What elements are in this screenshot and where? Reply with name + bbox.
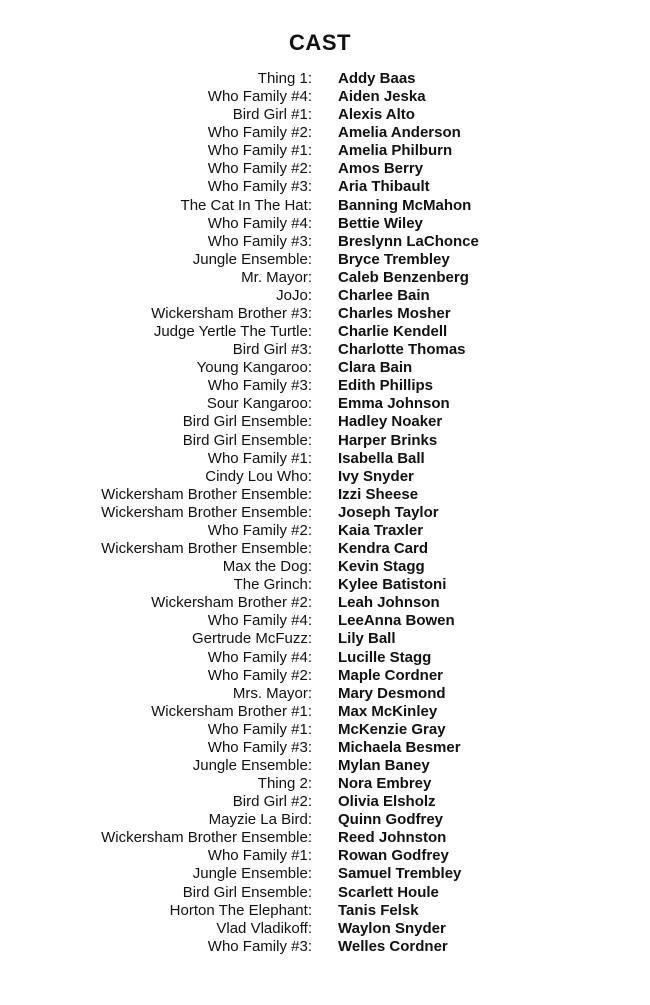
actor-name: Emma Johnson [338,395,450,413]
cast-row [0,594,650,612]
role-label: Bird Girl Ensemble: [182,431,312,449]
role-label: Who Family #3: [207,738,312,756]
role-label: Who Family #1: [207,449,312,467]
actor-name: Breslynn LaChonce [338,232,479,250]
cast-row [0,395,650,413]
actor-name: Aiden Jeska [338,88,426,106]
role-label: Wickersham Brother Ensemble: [101,540,312,558]
cast-row [0,413,650,431]
cast-row [0,865,650,883]
actor-name: Leah Johnson [338,594,440,612]
actor-name: Aria Thibault [338,178,430,196]
cast-row [0,829,650,847]
cast-row [0,450,650,468]
role-label: Wickersham Brother #1: [151,702,312,720]
actor-name: Amelia Philburn [338,142,453,160]
actor-name: Amelia Anderson [338,124,461,142]
role-label: Wickersham Brother #3: [151,305,312,323]
cast-row [0,124,650,142]
actor-name: Addy Baas [338,70,416,87]
role-label: Gertrude McFuzz: [191,630,312,648]
role-label: Vlad Vladikoff: [216,919,312,937]
cast-row [0,884,650,902]
actor-name: Lucille Stagg [338,648,432,666]
actor-name: LeeAnna Bowen [338,612,455,630]
actor-name: Mylan Baney [338,756,430,774]
actor-name: Kaia Traxler [338,521,424,539]
role-label: Bird Girl #2: [232,793,312,811]
role-label: Who Family #4: [207,88,312,106]
role-label: Young Kangaroo: [196,359,312,377]
cast-row [0,703,650,721]
actor-name: Welles Cordner [338,937,448,955]
actor-name: Bryce Trembley [338,250,450,268]
cast-row [0,649,650,667]
role-label: Jungle Ensemble: [192,756,312,774]
cast-row [0,667,650,685]
role-label: Mayzie La Bird: [208,811,312,829]
cast-row [0,341,650,359]
cast-row [0,468,650,486]
actor-name: Isabella Ball [338,449,425,467]
actor-name: Ivy Snyder [338,467,414,485]
cast-row [0,269,650,287]
role-label: Wickersham Brother Ensemble: [101,485,312,503]
role-label: Who Family #4: [207,214,312,232]
actor-name: Nora Embrey [338,775,432,793]
role-label: Who Family #2: [207,521,312,539]
actor-name: Hadley Noaker [338,413,443,431]
cast-row [0,630,650,648]
role-label: Who Family #2: [207,160,312,178]
actor-name: Kylee Batistoni [338,576,447,594]
cast-row [0,540,650,558]
cast-row [0,305,650,323]
role-label: Who Family #3: [207,377,312,395]
role-label: Sour Kangaroo: [206,395,312,413]
role-label: Judge Yertle The Turtle: [153,323,312,341]
role-label: Mr. Mayor: [241,268,312,286]
actor-name: Clara Bain [338,359,413,377]
role-label: Bird Girl Ensemble: [182,883,312,901]
actor-name: Edith Phillips [338,377,434,395]
role-label: Thing 1: [257,70,312,87]
role-label: Who Family #2: [207,124,312,142]
role-label: Max the Dog: [222,558,312,576]
cast-row [0,576,650,594]
cast-row [0,197,650,215]
actor-name: Charlee Bain [338,286,430,304]
role-label: The Grinch: [233,576,312,594]
cast-row [0,486,650,504]
cast-row [0,88,650,106]
role-label: Cindy Lou Who: [205,467,312,485]
role-label: Who Family #3: [207,937,312,955]
cast-row [0,359,650,377]
actor-name: Reed Johnston [338,829,447,847]
actor-name: Rowan Godfrey [338,847,449,865]
role-label: Who Family #1: [207,847,312,865]
actor-name: Alexis Alto [338,106,415,124]
role-label: Bird Girl Ensemble: [182,413,312,431]
cast-row [0,106,650,124]
actor-name: Kevin Stagg [338,558,425,576]
cast-row [0,612,650,630]
actor-name: Olivia Elsholz [338,793,436,811]
actor-name: Joseph Taylor [338,503,439,521]
role-label: Who Family #3: [207,232,312,250]
cast-row [0,215,650,233]
role-label: Who Family #1: [207,142,312,160]
cast-row [0,70,650,88]
actor-name: Lily Ball [338,630,396,648]
actor-name: Izzi Sheese [338,485,419,503]
cast-row [0,251,650,269]
role-label: Wickersham Brother #2: [151,594,312,612]
actor-name: Kendra Card [338,540,429,558]
role-label: Who Family #3: [207,178,312,196]
role-label: Jungle Ensemble: [192,865,312,883]
cast-row [0,739,650,757]
actor-name: Mary Desmond [338,684,446,702]
actor-name: Charlotte Thomas [338,341,466,359]
actor-name: McKenzie Gray [338,720,446,738]
role-label: Who Family #1: [207,720,312,738]
role-label: JoJo: [276,286,312,304]
cast-row [0,685,650,703]
cast-row [0,558,650,576]
cast-row [0,847,650,865]
role-label: Who Family #4: [207,612,312,630]
role-label: Who Family #4: [207,648,312,666]
cast-row [0,504,650,522]
cast-row [0,757,650,775]
cast-row [0,721,650,739]
role-label: Mrs. Mayor: [232,684,312,702]
role-label: Thing 2: [257,775,312,793]
actor-name: Banning McMahon [338,196,472,214]
cast-row [0,160,650,178]
cast-row [0,178,650,196]
actor-name: Maple Cordner [338,666,444,684]
cast-row [0,522,650,540]
cast-row [0,287,650,305]
role-label: Wickersham Brother Ensemble: [101,829,312,847]
role-label: Bird Girl #1: [232,106,312,124]
cast-row [0,920,650,938]
cast-row [0,233,650,251]
cast-row [0,938,650,956]
actor-name: Tanis Felsk [338,901,419,919]
actor-name: Charles Mosher [338,305,451,323]
actor-name: Max McKinley [338,702,438,720]
cast-row [0,811,650,829]
cast-row [0,902,650,920]
role-label: Jungle Ensemble: [192,250,312,268]
actor-name: Amos Berry [338,160,424,178]
actor-name: Harper Brinks [338,431,438,449]
cast-list [0,70,650,956]
actor-name: Samuel Trembley [338,865,462,883]
actor-name: Waylon Snyder [338,919,446,937]
role-label: Bird Girl #3: [232,341,312,359]
actor-name: Michaela Besmer [338,738,461,756]
actor-name: Caleb Benzenberg [338,268,469,286]
cast-row [0,775,650,793]
role-label: The Cat In The Hat: [180,196,312,214]
cast-row [0,793,650,811]
actor-name: Bettie Wiley [338,214,423,232]
role-label: Wickersham Brother Ensemble: [101,503,312,521]
actor-name: Quinn Godfrey [338,811,443,829]
actor-name: Charlie Kendell [338,323,448,341]
page-title: CAST [289,30,351,55]
cast-row [0,377,650,395]
actor-name: Scarlett Houle [338,883,439,901]
role-label: Horton The Elephant: [169,901,312,919]
cast-row [0,142,650,160]
cast-row [0,432,650,450]
role-label: Who Family #2: [207,666,312,684]
cast-row [0,323,650,341]
